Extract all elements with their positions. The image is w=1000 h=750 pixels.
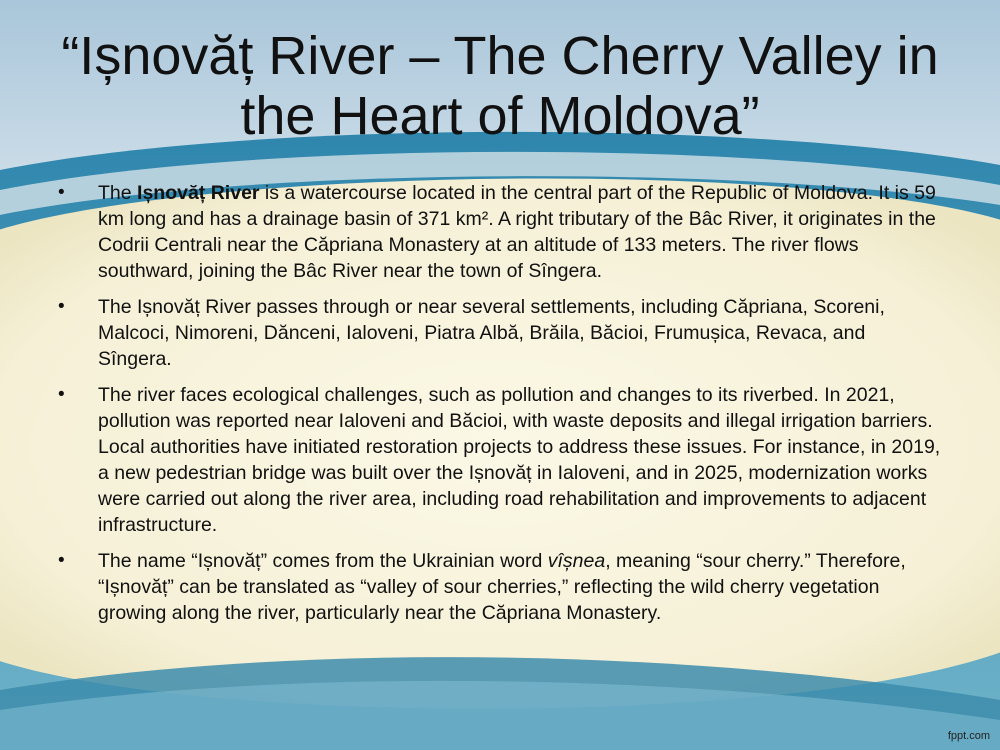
bullet-dot: •: [58, 384, 65, 405]
bullet-text-post: is a watercourse located in the central part of the Republic of Moldova. It is 59 km long and has a drainage basin of 371 km². A right tributary of the Bâc River, it originates in the Codrii Centrali near the Căpriana Monastery at an altitude of 133 meters. The river flows southward, joining the Bâc River near the town of Sîngera.: [98, 182, 936, 282]
bullet-item: [52, 180, 942, 284]
bullet-dot: •: [58, 182, 65, 203]
bullet-item: [52, 382, 942, 538]
bullet-text-pre: The: [98, 182, 138, 204]
bullet-text-pre: The name “Ișnovăț” comes from the Ukrainian word: [98, 550, 548, 572]
bullet-text-post: , meaning “sour cherry.” Therefore, “Ișnovăț” can be translated as “valley of sour cherries,” reflecting the wild cherry vegetation growing along the river, particularly near the Căpriana Monastery.: [98, 550, 906, 624]
bullet-list: [52, 180, 942, 636]
bullet-text-bold: Ișnovăț River: [137, 182, 260, 204]
slide-title: “Ișnovăț River – The Cherry Valley in the Heart of Moldova”: [61, 26, 939, 146]
bullet-dot: •: [58, 296, 65, 317]
bullet-text-italic: vîșnea: [547, 550, 606, 572]
bullet-item: [52, 548, 942, 626]
footer-watermark: fppt.com: [947, 730, 990, 742]
bullet-text: The river faces ecological challenges, such as pollution and changes to its riverbed. In 2021, pollution was reported near Ialoveni and Băcioi, with waste deposits and illegal irrigation barriers. Local authorities have initiated restoration projects to address these issues. For instance, in 2019, a new pedestrian bridge was built over the Ișnovăț in Ialoveni, and in 2025, modernization works were carried out along the river area, including road rehabilitation and improvements to adjacent infrastructure.: [98, 384, 941, 536]
bullet-dot: •: [58, 550, 65, 571]
bullet-text: The Ișnovăț River passes through or near several settlements, including Căpriana, Scoreni, Malcoci, Nimoreni, Dănceni, Ialoveni, Piatra Albă, Brăila, Băcioi, Frumușica, Revaca, and Sîngera.: [98, 296, 885, 370]
bullet-item: [52, 294, 942, 372]
